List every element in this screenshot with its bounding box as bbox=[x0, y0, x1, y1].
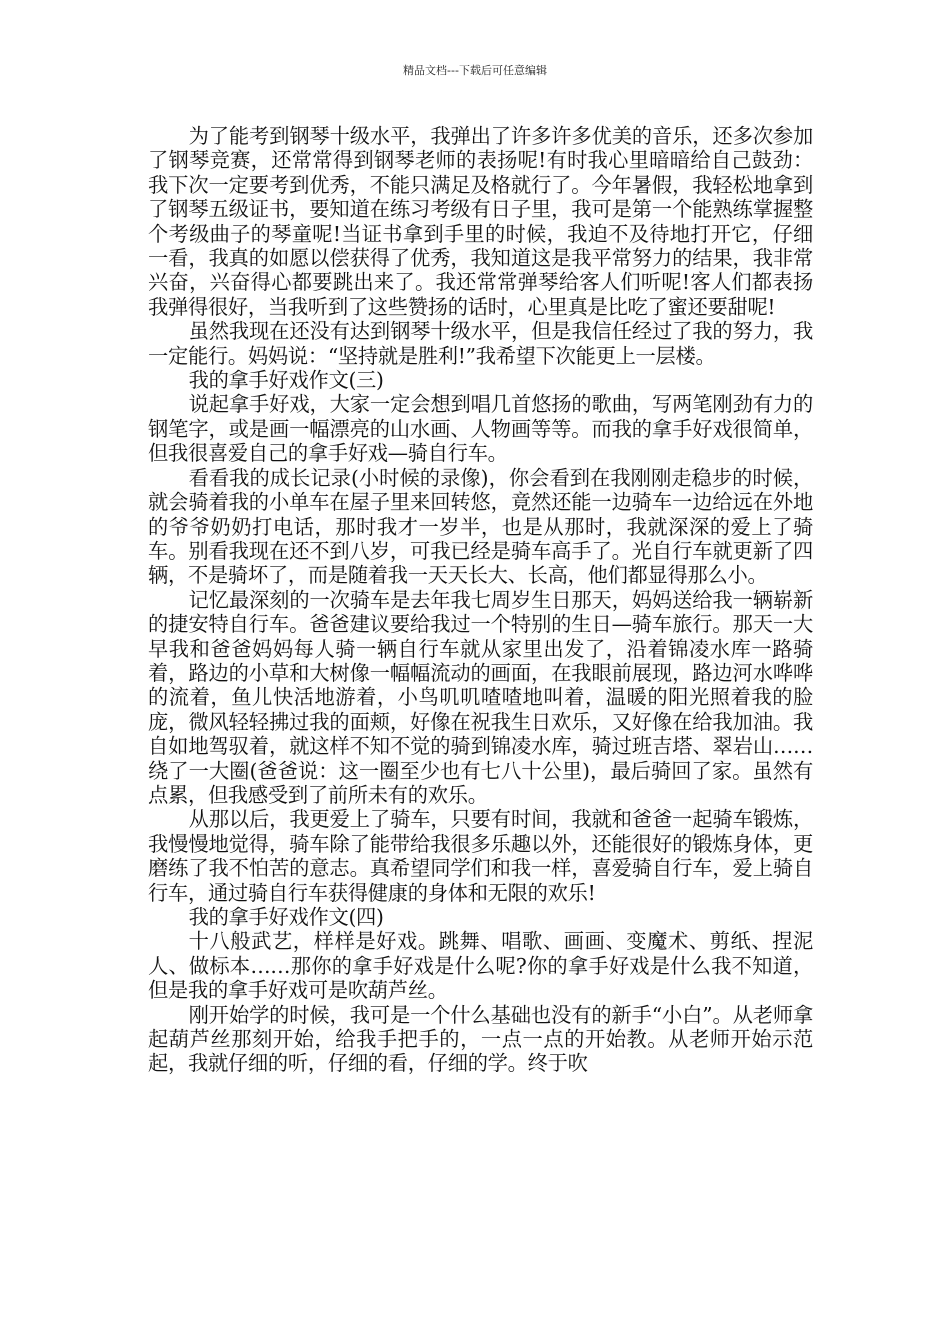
section-heading: 我的拿手好戏作文(三) bbox=[188, 368, 384, 393]
page-header: 精品文档---下载后可任意编辑 bbox=[403, 64, 547, 77]
document-body bbox=[148, 124, 813, 1076]
paragraph: 说起拿手好戏，大家一定会想到唱几首悠扬的歌曲，写两笔刚劲有力的钢笔字，或是画一幅漂亮的山水画、人物画等等。而我的拿手好戏很简单，但我很喜爱自己的拿手好戏—骑自行车。 bbox=[148, 392, 813, 466]
paragraph: 记忆最深刻的一次骑车是去年我七周岁生日那天，妈妈送给我一辆崭新的捷安特自行车。爸爸建议要给我过一个特别的生日—骑车旅行。那天一大早我和爸爸妈妈每人骑一辆自行车就从家里出发了，沿着锦凌水库一路骑着，路边的小草和大树像一幅幅流动的画面，在我眼前展现，路边河水哗哗的流着，鱼儿快活地游着，小鸟叽叽喳喳地叫着，温暖的阳光照着我的脸庞，微风轻轻拂过我的面颊，好像在祝我生日欢乐，又好像在给我加油。我自如地驾驭着，就这样不知不觉的骑到锦凌水库，骑过班吉塔、翠岩山……绕了一大圈(爸爸说：这一圈至少也有七八十公里)，最后骑回了家。虽然有点累，但我感受到了前所未有的欢乐。 bbox=[148, 587, 813, 807]
paragraph: 十八般武艺，样样是好戏。跳舞、唱歌、画画、变魔术、剪纸、捏泥人、做标本……那你的拿手好戏是什么呢?你的拿手好戏是什么我不知道，但是我的拿手好戏可是吹葫芦丝。 bbox=[148, 929, 813, 1003]
paragraph: 为了能考到钢琴十级水平，我弹出了许多许多优美的音乐，还多次参加了钢琴竞赛，还常常得到钢琴老师的表扬呢!有时我心里暗暗给自己鼓劲：我下次一定要考到优秀，不能只满足及格就行了。今年暑假，我轻松地拿到了钢琴五级证书，要知道在练习考级有日子里，我可是第一个能熟练掌握整个考级曲子的琴童呢!当证书拿到手里的时候，我迫不及待地打开它，仔细一看，我真的如愿以偿获得了优秀，我知道这是我平常努力的结果，我非常兴奋，兴奋得心都要跳出来了。我还常常弹琴给客人们听呢!客人们都表扬我弹得很好，当我听到了这些赞扬的话时，心里真是比吃了蜜还要甜呢! bbox=[148, 124, 813, 319]
paragraph: 虽然我现在还没有达到钢琴十级水平，但是我信任经过了我的努力，我一定能行。妈妈说：“坚持就是胜利!”我希望下次能更上一层楼。 bbox=[148, 319, 813, 368]
paragraph: 看看我的成长记录(小时候的录像)，你会看到在我刚刚走稳步的时候，就会骑着我的小单车在屋子里来回转悠，竟然还能一边骑车一边给远在外地的爷爷奶奶打电话，那时我才一岁半，也是从那时，我就深深的爱上了骑车。别看我现在还不到八岁，可我已经是骑车高手了。光自行车就更新了四辆，不是骑坏了，而是随着我一天天长大、长高，他们都显得那么小。 bbox=[148, 465, 813, 588]
paragraph: 刚开始学的时候，我可是一个什么基础也没有的新手“小白”。从老师拿起葫芦丝那刻开始，给我手把手的，一点一点的开始教。从老师开始示范起，我就仔细的听，仔细的看，仔细的学。终于吹 bbox=[148, 1002, 813, 1076]
paragraph: 从那以后，我更爱上了骑车，只要有时间，我就和爸爸一起骑车锻炼，我慢慢地觉得，骑车除了能带给我很多乐趣以外，还能很好的锻炼身体，更磨练了我不怕苦的意志。真希望同学们和我一样，喜爱骑自行车，爱上骑自行车，通过骑自行车获得健康的身体和无限的欢乐! bbox=[148, 807, 813, 905]
section-heading: 我的拿手好戏作文(四) bbox=[188, 905, 384, 929]
